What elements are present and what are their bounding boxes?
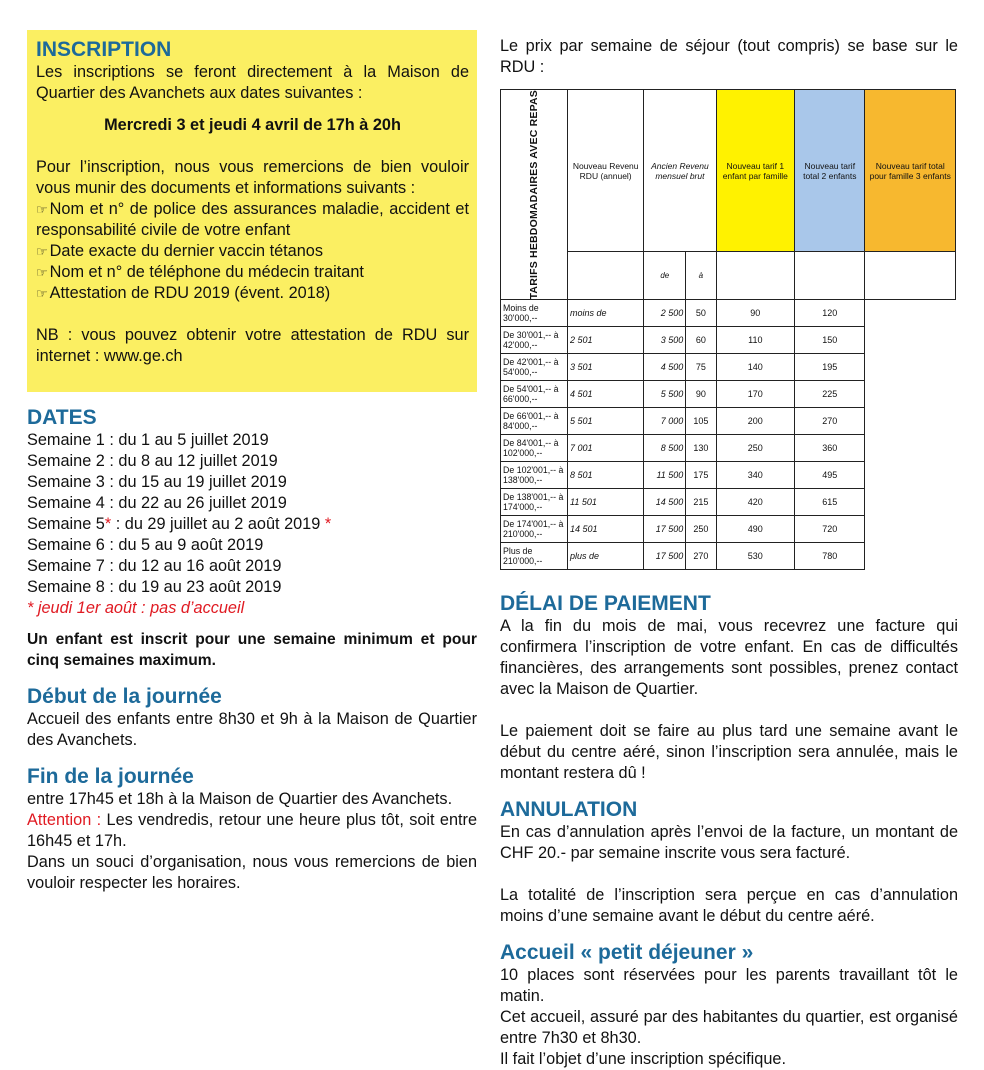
minmax-note: Un enfant est inscrit pour une semaine minimum et pour cinq semaines maximum. (27, 631, 477, 669)
rdu-range-cell: De 102'001,-- à 138'000,-- (501, 462, 568, 489)
old-from-cell: 4 501 (568, 381, 644, 408)
debut-title: Début de la journée (27, 685, 222, 708)
bullet-item: ☞ Date exacte du dernier vaccin tétanos (36, 242, 323, 260)
tarif-2-cell: 250 (716, 435, 795, 462)
tarif-3-cell: 720 (795, 516, 865, 543)
inscription-dates: Mercredi 3 et jeudi 4 avril de 17h à 20h (104, 116, 401, 134)
rdu-range-cell: De 54'001,-- à 66'000,-- (501, 381, 568, 408)
table-row (501, 300, 956, 327)
asterisk-mark: * (324, 515, 332, 533)
old-to-cell: 8 500 (644, 435, 686, 462)
tarif-3-cell: 225 (795, 381, 865, 408)
rdu-range-cell: De 84'001,-- à 102'000,-- (501, 435, 568, 462)
week-item: Semaine 2 : du 8 au 12 juillet 2019 (27, 452, 278, 470)
tarif-3-cell: 270 (795, 408, 865, 435)
rdu-range-cell: De 42'001,-- à 54'000,-- (501, 354, 568, 381)
attention-text: Attention : Les vendredis, retour une heure plus tôt, soit entre 16h45 et 17h. (27, 811, 477, 850)
old-to-cell: 5 500 (644, 381, 686, 408)
table-row (501, 489, 956, 516)
rdu-range-cell: De 174'001,-- à 210'000,-- (501, 516, 568, 543)
table-row (501, 516, 956, 543)
tarif-1-cell: 60 (686, 327, 716, 354)
table-row (501, 354, 956, 381)
tarif-2-cell: 530 (716, 543, 795, 570)
tarif-1-cell: 50 (686, 300, 716, 327)
delai-p2: Le paiement doit se faire au plus tard une semaine avant le début du centre aéré, sinon l’inscription sera annulée, mais le montant restera dû ! (500, 722, 958, 783)
right-column (500, 30, 958, 1070)
table-row (501, 408, 956, 435)
tarif-2-cell: 170 (716, 381, 795, 408)
table-row (501, 435, 956, 462)
accueil-section (500, 941, 958, 1070)
old-to-cell: 14 500 (644, 489, 686, 516)
rdu-range-cell: Moins de 30'000,-- (501, 300, 568, 327)
header-tarif-2: Nouveau tarif total 2 enfants (795, 90, 865, 252)
delai-section (500, 592, 958, 784)
bullet-item: ☞ Attestation de RDU 2019 (évent. 2018) (36, 284, 331, 302)
pointing-hand-icon: ☞ (36, 244, 48, 259)
pointing-hand-icon: ☞ (36, 202, 48, 217)
tarif-1-cell: 105 (686, 408, 716, 435)
old-from-cell: 3 501 (568, 354, 644, 381)
dates-title: DATES (27, 406, 97, 429)
old-from-cell: 5 501 (568, 408, 644, 435)
tarif-1-cell: 215 (686, 489, 716, 516)
tarif-3-cell: 150 (795, 327, 865, 354)
table-row (501, 327, 956, 354)
tarif-2-cell: 90 (716, 300, 795, 327)
left-column (27, 30, 477, 894)
old-from-cell: 11 501 (568, 489, 644, 516)
header-tarif-1: Nouveau tarif 1 enfant par famille (716, 90, 795, 252)
bullet-item: ☞ Nom et n° de téléphone du médecin traitant (36, 263, 364, 281)
week-item: Semaine 3 : du 15 au 19 juillet 2019 (27, 473, 287, 491)
nb-note: NB : vous pouvez obtenir votre attestation de RDU sur internet : www.ge.ch (36, 326, 469, 365)
sub-de: de (644, 252, 686, 300)
tarif-3-cell: 120 (795, 300, 865, 327)
old-from-cell: 14 501 (568, 516, 644, 543)
tarif-3-cell: 615 (795, 489, 865, 516)
rdu-range-cell: De 30'001,-- à 42'000,-- (501, 327, 568, 354)
old-to-cell: 7 000 (644, 408, 686, 435)
accueil-p2: Cet accueil, assuré par des habitantes du quartier, est organisé entre 7h30 et 8h30. (500, 1008, 958, 1048)
fin-title: Fin de la journée (27, 765, 194, 788)
week-item: Semaine 1 : du 1 au 5 juillet 2019 (27, 431, 269, 449)
rdu-range-cell: Plus de 210'000,-- (501, 543, 568, 570)
old-from-cell: plus de (568, 543, 644, 570)
debut-section (27, 685, 477, 751)
souci-text: Dans un souci d’organisation, nous vous remercions de bien vouloir respecter les horaires. (27, 853, 477, 892)
inscription-title: INSCRIPTION (36, 38, 172, 61)
table-row (501, 381, 956, 408)
old-to-cell: 17 500 (644, 516, 686, 543)
week-item: Semaine 4 : du 22 au 26 juillet 2019 (27, 494, 287, 512)
pointing-hand-icon: ☞ (36, 265, 48, 280)
debut-text: Accueil des enfants entre 8h30 et 9h à la Maison de Quartier des Avanchets. (27, 710, 477, 749)
delai-title: DÉLAI DE PAIEMENT (500, 592, 711, 616)
tarif-2-cell: 200 (716, 408, 795, 435)
rdu-range-cell: De 66'001,-- à 84'000,-- (501, 408, 568, 435)
header-old-revenue: Ancien Revenu mensuel brut (644, 90, 716, 252)
side-label: TARIFS HEBDOMADAIRES AVEC REPAS (528, 90, 540, 300)
old-to-cell: 2 500 (644, 300, 686, 327)
week-item: Semaine 5* : du 29 juillet au 2 août 2019 * (27, 515, 332, 533)
old-to-cell: 3 500 (644, 327, 686, 354)
week-item: Semaine 8 : du 19 au 23 août 2019 (27, 578, 282, 596)
inscription-intro: Les inscriptions se feront directement à la Maison de Quartier des Avanchets aux dates suivantes : (36, 63, 469, 102)
rdu-range-cell: De 138'001,-- à 174'000,-- (501, 489, 568, 516)
inscription-box (27, 30, 477, 392)
old-from-cell: 7 001 (568, 435, 644, 462)
delai-p1: A la fin du mois de mai, vous recevrez une facture qui confirmera l’inscription de votre enfant. En cas de difficultés financières, des arrangements sont possibles, prenez contact avec la Maison de Quartier. (500, 617, 958, 699)
table-row (501, 543, 956, 570)
asterisk-mark: * (104, 515, 112, 533)
tarif-1-cell: 130 (686, 435, 716, 462)
header-tarif-3: Nouveau tarif total pour famille 3 enfants (865, 90, 956, 252)
tarif-2-cell: 490 (716, 516, 795, 543)
tarif-2-cell: 110 (716, 327, 795, 354)
sub-a: à (686, 252, 716, 300)
fin-text: entre 17h45 et 18h à la Maison de Quartier des Avanchets. (27, 790, 453, 808)
bullet-item: ☞ Nom et n° de police des assurances maladie, accident et responsabilité civile de votre enfant (36, 200, 469, 239)
dates-section (27, 406, 477, 671)
holiday-note: * jeudi 1er août : pas d’accueil (27, 599, 245, 617)
tarif-1-cell: 250 (686, 516, 716, 543)
prix-intro: Le prix par semaine de séjour (tout compris) se base sur le RDU : (500, 37, 958, 76)
table-row (501, 462, 956, 489)
tarif-1-cell: 270 (686, 543, 716, 570)
annulation-p2: La totalité de l’inscription sera perçue en cas d’annulation moins d’une semaine avant le début du centre aéré. (500, 886, 958, 926)
annulation-p1: En cas d’annulation après l’envoi de la facture, un montant de CHF 20.- par semaine inscrite vous sera facturé. (500, 823, 958, 863)
fin-section (27, 765, 477, 894)
tarif-2-cell: 420 (716, 489, 795, 516)
side-label-cell (501, 90, 568, 300)
pointing-hand-icon: ☞ (36, 286, 48, 301)
accueil-p1: 10 places sont réservées pour les parents travaillant tôt le matin. (500, 966, 958, 1006)
week-item: Semaine 6 : du 5 au 9 août 2019 (27, 536, 264, 554)
tarif-3-cell: 780 (795, 543, 865, 570)
tarif-1-cell: 75 (686, 354, 716, 381)
tarif-1-cell: 90 (686, 381, 716, 408)
old-from-cell: 2 501 (568, 327, 644, 354)
tariff-table (500, 89, 956, 570)
annulation-section (500, 798, 958, 927)
documents-intro: Pour l’inscription, nous vous remercions de bien vouloir vous munir des documents et informations suivants : (36, 158, 469, 197)
tarif-2-cell: 340 (716, 462, 795, 489)
old-from-cell: 8 501 (568, 462, 644, 489)
table-subheader-row (501, 252, 956, 300)
header-new-rdu: Nouveau Revenu RDU (annuel) (568, 90, 644, 252)
old-to-cell: 11 500 (644, 462, 686, 489)
old-to-cell: 17 500 (644, 543, 686, 570)
week-item: Semaine 7 : du 12 au 16 août 2019 (27, 557, 282, 575)
old-to-cell: 4 500 (644, 354, 686, 381)
tarif-2-cell: 140 (716, 354, 795, 381)
old-from-cell: moins de (568, 300, 644, 327)
tarif-3-cell: 360 (795, 435, 865, 462)
annulation-title: ANNULATION (500, 798, 638, 822)
tarif-1-cell: 175 (686, 462, 716, 489)
accueil-title: Accueil « petit déjeuner » (500, 941, 754, 965)
tarif-3-cell: 495 (795, 462, 865, 489)
table-header-row (501, 90, 956, 252)
accueil-p3: Il fait l’objet d’une inscription spécifique. (500, 1050, 786, 1069)
tarif-3-cell: 195 (795, 354, 865, 381)
